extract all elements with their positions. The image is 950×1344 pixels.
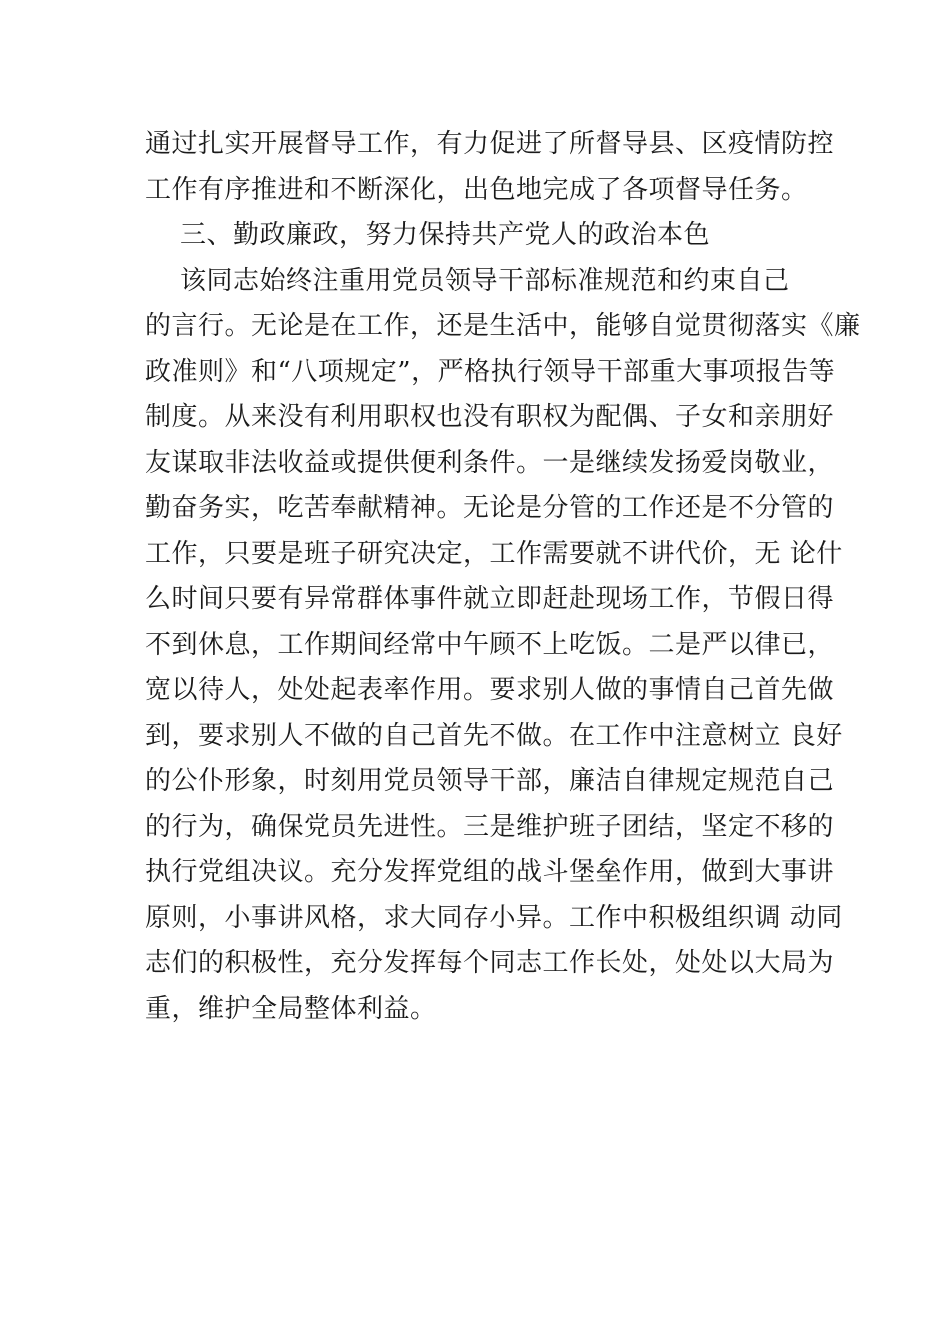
text-line: 重，维护全局整体利益。: [145, 993, 437, 1024]
text-line: 的公仆形象，时刻用党员领导干部，廉洁自律规定规范自己: [145, 766, 835, 796]
text-line: 的言行。无论是在工作，还是生活中，能够自觉贯彻落实《廉: [145, 311, 861, 341]
text-line: 工作，只要是班子研究决定，工作需要就不讲代价，无 论什: [145, 538, 843, 569]
text-line: 原则，小事讲风格，求大同存小异。工作中积极组织调 动同: [145, 902, 843, 933]
text-line: 执行党组决议。充分发挥党组的战斗堡垒作用，做到大事讲: [145, 857, 835, 887]
text-line: 友谋取非法收益或提供便利条件。一是继续发扬爱岗敬业，: [145, 447, 835, 478]
text-line: 不到休息，工作期间经常中午顾不上吃饭。二是严以律已，: [145, 629, 835, 660]
text-line: 么时间只要有异常群体事件就立即赶赴现场工作，节假日得: [145, 584, 835, 614]
text-line: 通过扎实开展督导工作，有力促进了所督导县、区疫情防控: [145, 129, 835, 159]
text-line: 制度。从来没有利用职权也没有职权为配偶、子女和亲朋好: [145, 402, 835, 432]
body-text: [145, 122, 861, 1032]
text-line: 志们的积极性，充分发挥每个同志工作长处，处处以大局为: [145, 948, 835, 978]
text-line: 到，要求别人不做的自己首先不做。在工作中注意树立 良好: [145, 720, 843, 751]
text-line: 的行为，确保党员先进性。三是维护班子团结，坚定不移的: [145, 811, 835, 842]
section-heading: 三、勤政廉政，努力保持共产党人的政治本色: [145, 220, 711, 250]
paragraph-first-line: 该同志始终注重用党员领导干部标准规范和约束自己: [145, 265, 790, 296]
text-line: 政准则》和“八项规定”，严格执行领导干部重大事项报告等: [145, 356, 836, 387]
text-line: 勤奋务实，吃苦奉献精神。无论是分管的工作还是不分管的: [145, 493, 835, 523]
text-line: 宽以待人，处处起表率作用。要求别人做的事情自己首先做: [145, 675, 835, 705]
text-line: 工作有序推进和不断深化，出色地完成了各项督导任务。: [145, 174, 808, 205]
